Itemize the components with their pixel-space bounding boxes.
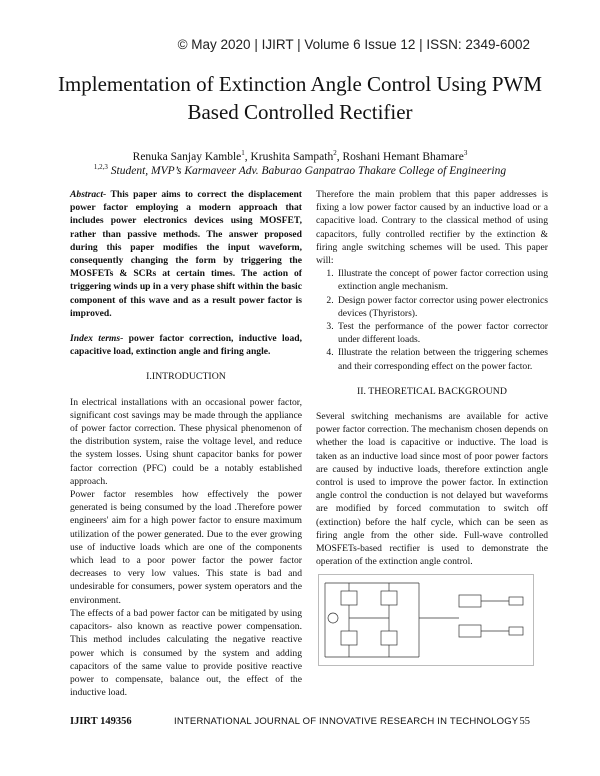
right-intro-paragraph: Therefore the main problem that this paper addresses is fixing a low power factor caused by an inductive load or a capacitive load. Contrary to the classical method of using capacitors, fully controlled rectifier by the extinction & firing angle switching schemes will be used. This paper will:	[316, 189, 548, 267]
circuit-diagram-svg	[319, 575, 533, 665]
author-block	[40, 150, 560, 178]
abstract	[70, 188, 302, 320]
objectives-list	[316, 267, 548, 373]
list-item: 3. Test the performance of the power factor corrector under different loads.	[336, 320, 548, 346]
intro-paragraph-3: The effects of a bad power factor can be mitigated by using capacitors- also known as reactive power compensation. This method includes calculating the negative reactive power which is consumed by the system and adding capacitors of the same value to provide positive reactive power to compensate, balance out, the effect of the inductive load.	[70, 607, 302, 699]
index-terms-label: Index terms-	[70, 333, 124, 345]
institution-sup: 1,2,3	[93, 163, 108, 172]
author-3: Roshani Hemant Bhamare	[342, 151, 464, 163]
institution: Student, MVP’s Karmaveer Adv. Baburao Ganpatrao Thakare College of Engineering	[110, 165, 507, 177]
section-heading-introduction: I.INTRODUCTION	[146, 371, 226, 383]
left-column	[70, 188, 302, 699]
list-item: 2. Design power factor corrector using power electronics devices (Thyristors).	[336, 294, 548, 320]
author-names: Renuka Sanjay Kamble$^1$, Krushita Sampath$^2$, Roshani Hemant Bhamare$^3$	[132, 149, 468, 163]
intro-paragraph-1: In electrical installations with an occasional power factor, significant cost savings may be made through the appliance of power factor correction. These physical phenomenon of the distribution system, raise the voltage level, and reduce the system losses. Using shunt capacitor banks for power factor correction (PFC) could be a notably established approach.	[70, 396, 302, 487]
footer-page-number: 55	[519, 716, 530, 727]
author-2: Krushita Sampath	[250, 151, 334, 163]
index-terms	[70, 332, 302, 358]
author-3-sup: 3	[463, 149, 468, 158]
journal-header: © May 2020 | IJIRT | Volume 6 Issue 12 | ISSN: 2349-6002	[177, 37, 530, 52]
list-item: 1. Illustrate the concept of power factor correction using extinction angle mechanism.	[336, 267, 548, 293]
abstract-text: This paper aims to correct the displacement power factor employing a modern approach that includes power electronics devices using MOSFET, rather than passive methods. The answer proposed during this paper modifies the input waveform, consequently changing the form by triggering the MOSFETs & SCRs at certain times. The action of triggering winds up in a very phase shift within the basic component of this wave and as a result power factor is improved.	[70, 189, 302, 319]
index-terms-text: power factor correction, inductive load, capacitive load, extinction angle and firing angle.	[70, 333, 302, 358]
footer-journal-name: INTERNATIONAL JOURNAL OF INNOVATIVE RESEARCH IN TECHNOLOGY	[174, 716, 519, 727]
author-1-sup: 1	[241, 149, 245, 158]
intro-paragraph-2: Power factor resembles how effectively the power generated is being consumed by the load .Therefore power engineers' aim for a high power factor to ensure maximum utilization of the power generated. Due to the ever growing use of inductive loads which are one of the components which lead to a poor power factor the power factor decreases to very low values. This state is bad and undesirable for consumers, power system operators and the environment.	[70, 489, 302, 606]
section-heading-theoretical-background: II. THEORETICAL BACKGROUND	[357, 385, 507, 397]
list-item: 4. Illustrate the relation between the triggering schemes and their corresponding effect on the power factor.	[336, 346, 548, 372]
footer-paper-id: IJIRT 149356	[70, 716, 132, 727]
title-line-1: Implementation of Extinction Angle Control Using PWM	[57, 72, 543, 96]
author-2-sup: 2	[333, 149, 337, 158]
paper-title	[40, 70, 560, 126]
title-line-2: Based Controlled Rectifier	[187, 100, 413, 124]
institution-line	[40, 164, 560, 178]
author-1: Renuka Sanjay Kamble	[132, 151, 242, 163]
right-column	[316, 188, 548, 666]
circuit-diagram	[318, 574, 534, 666]
abstract-label: Abstract-	[70, 189, 107, 200]
theory-paragraph-1: Several switching mechanisms are available for active power factor correction. The mechanism chosen depends on whether the load is capacitive or inductive. The load is taken as an inductive load since most of poor power factors are caused by inductive loads, therefore extinction angle control is used to improve the power factor. In extinction angle control the conduction is not delayed but waveforms are modified by forced commutation to switch off (extinction) before the half cycle, which can be seen as firing angle from the other side. Full-wave controlled MOSFETs-based rectifier is used to demonstrate the operation of the extinction angle control.	[316, 411, 548, 568]
